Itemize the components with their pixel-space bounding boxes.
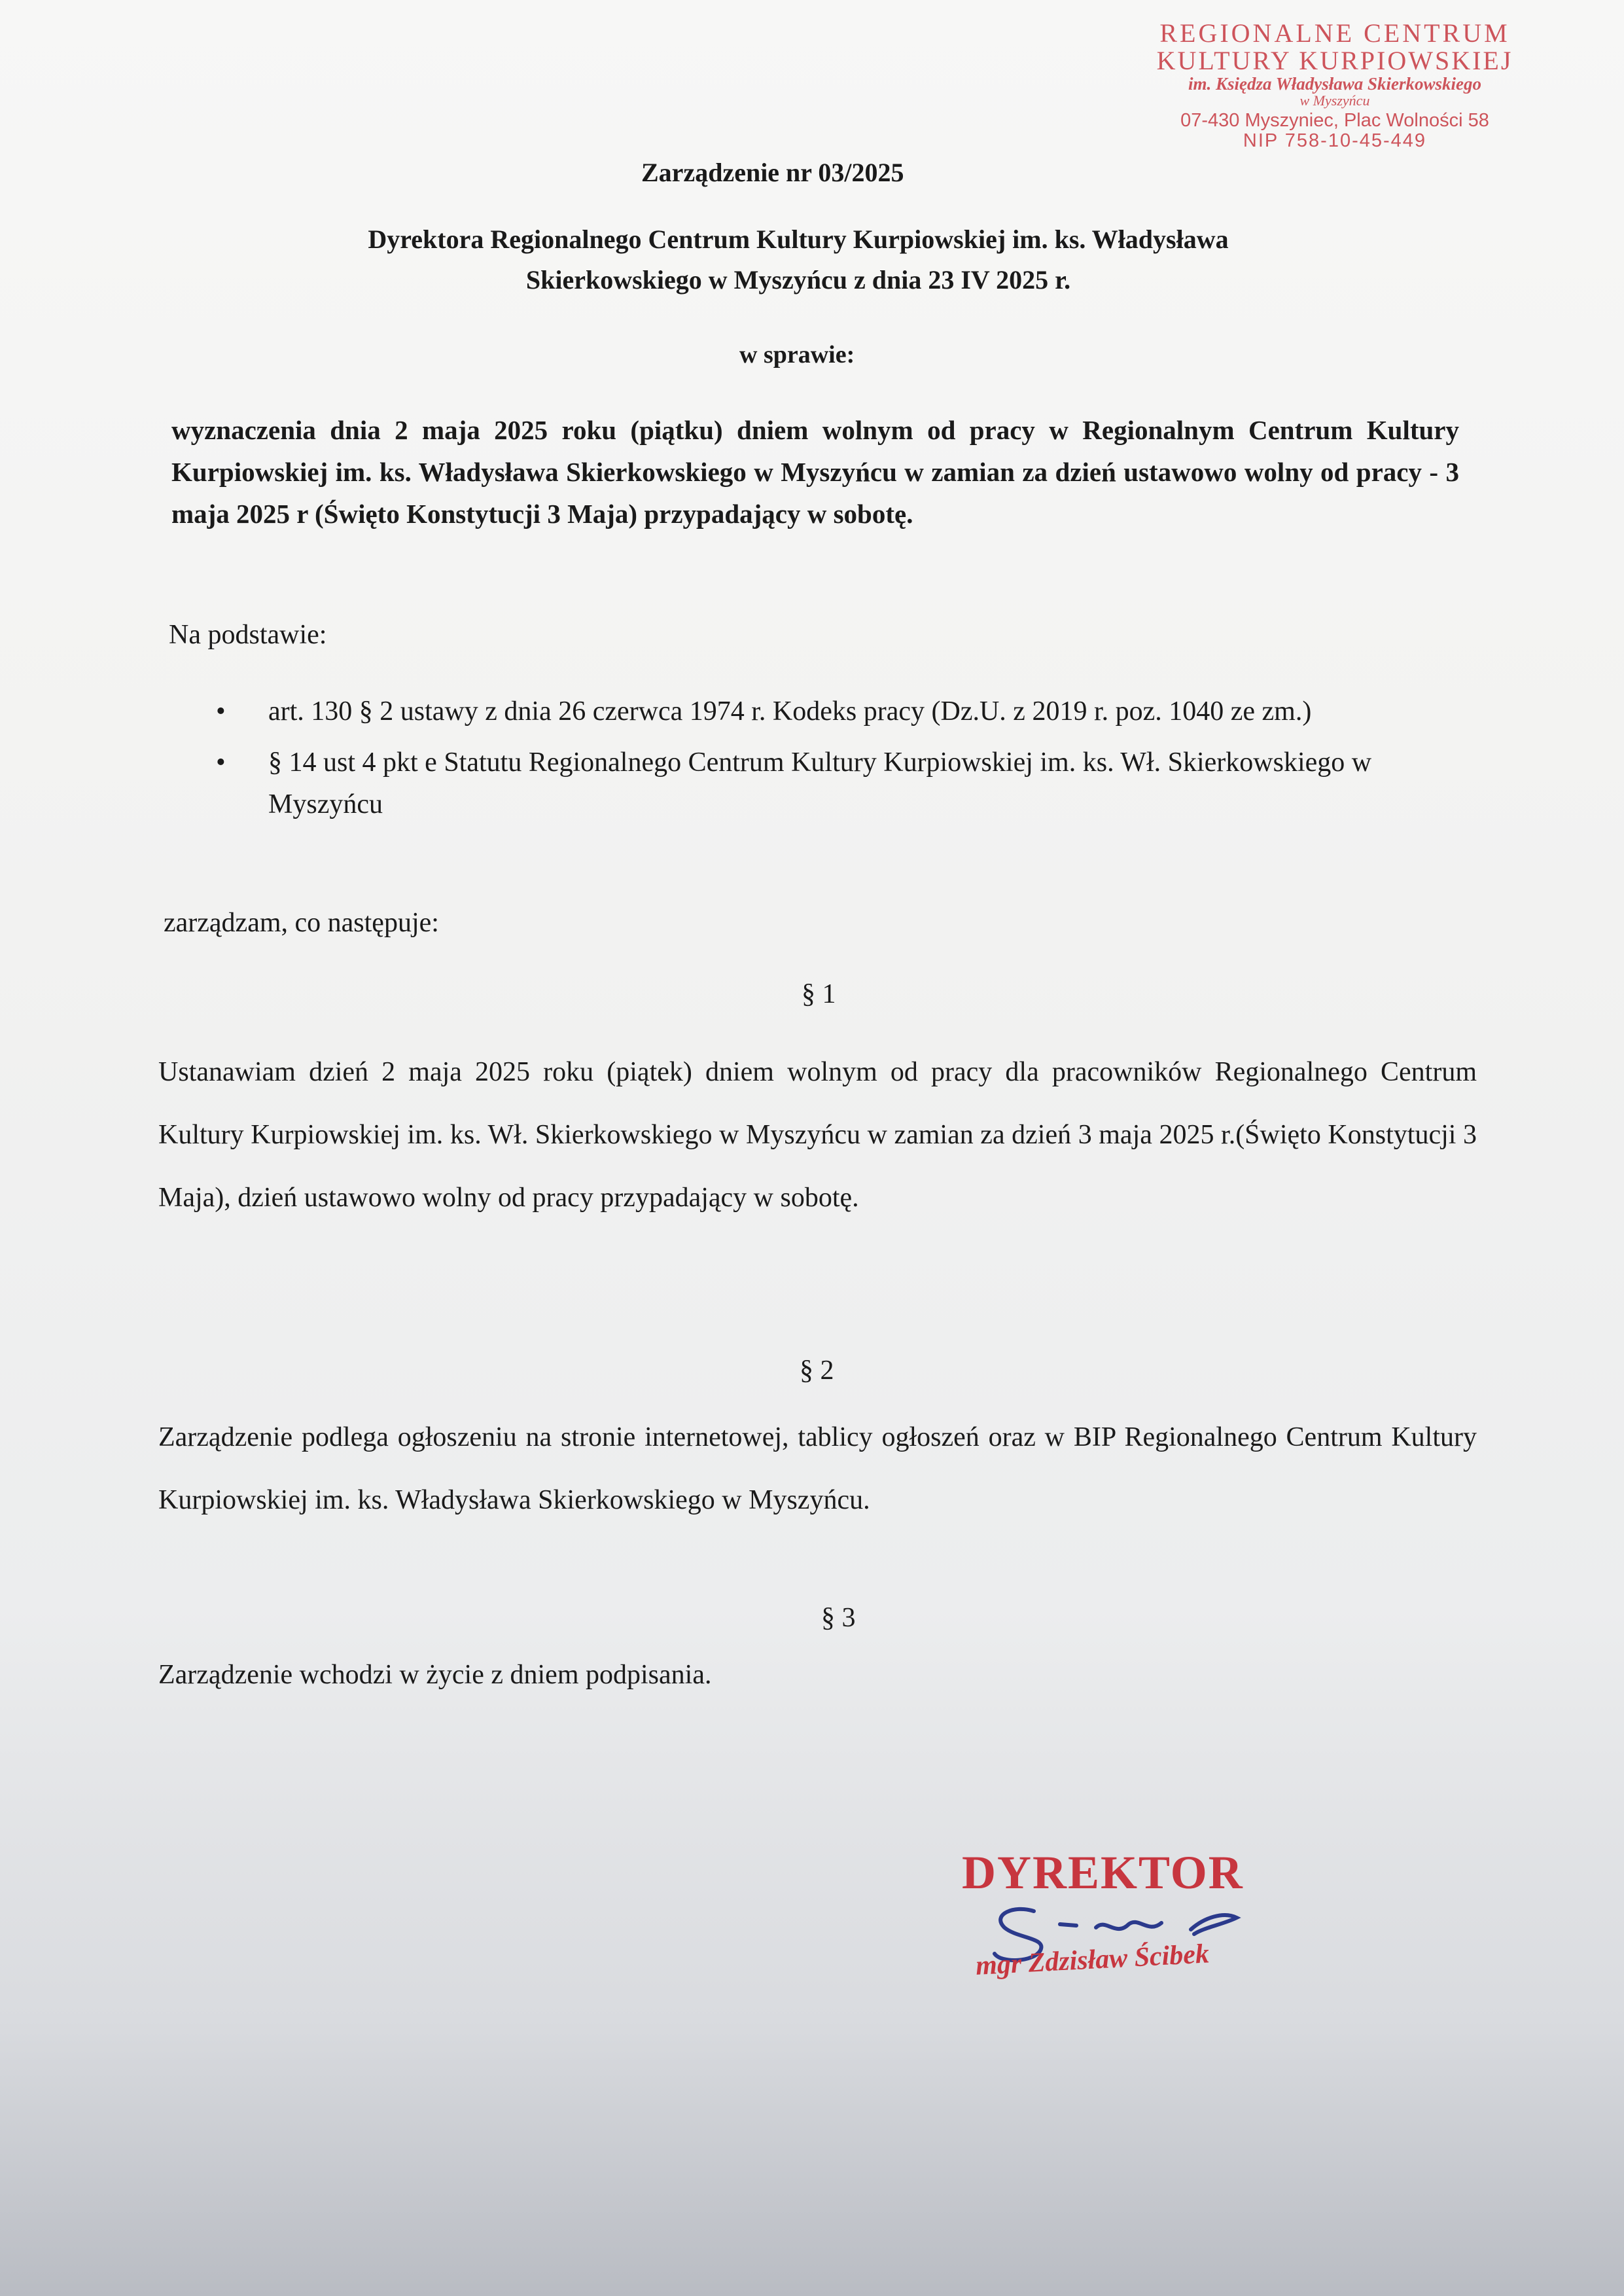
document-title: Zarządzenie nr 03/2025 (641, 158, 904, 187)
document-issuer (170, 219, 1426, 300)
basis-item-text: § 14 ust 4 pkt e Statutu Regionalnego Centrum Kultury Kurpiowskiej im. ks. Wł. Skierkowskiego w Myszyńcu (268, 747, 1372, 819)
bullet-icon: • (216, 696, 226, 726)
list-item (216, 742, 1459, 825)
signature-block (942, 1846, 1309, 2016)
stamp-line: REGIONALNE CENTRUM (1159, 18, 1510, 48)
section-text-2: Zarządzenie podlega ogłoszeniu na stronie internetowej, tablicy ogłoszeń oraz w BIP Regionalnego Centrum Kultury Kurpiowskiej im. ks. Władysława Skierkowskiego w Myszyńcu. (158, 1422, 1477, 1515)
signature-name: mgr Zdzisław Ścibek (975, 1939, 1210, 1981)
section-sign-3: § 3 (821, 1603, 856, 1633)
issuer-line: Dyrektora Regionalnego Centrum Kultury Kurpiowskiej im. ks. Władysława (368, 224, 1229, 254)
issuer-line: Skierkowskiego w Myszyńcu z dnia 23 IV 2025 r. (525, 265, 1071, 295)
document-subject: wyznaczenia dnia 2 maja 2025 roku (piątku) dniem wolnym od pracy w Regionalnym Centrum Kultury Kurpiowskiej im. ks. Władysława Skierkowskiego w Myszyńcu w zamian za dzień ustawowo wolny od pracy - 3 maja 2025 r (Święto Konstytucji 3 Maja) przypadający w sobotę. (171, 415, 1459, 529)
basis-label: Na podstawie: (169, 620, 327, 650)
stamp-nip: NIP 758-10-45-449 (1243, 130, 1427, 151)
list-item (216, 691, 1459, 732)
stamp-line: w Myszyńcu (1299, 92, 1370, 109)
stamp-address: 07-430 Myszyniec, Plac Wolności 58 (1180, 110, 1489, 132)
signature-title: DYREKTOR (962, 1846, 1244, 1899)
stamp-line: KULTURY KURPIOWSKIEJ (1156, 46, 1513, 75)
section-sign-1: § 1 (802, 979, 836, 1009)
institution-stamp (1106, 20, 1564, 151)
bullet-icon: • (216, 747, 226, 778)
section-text-1: Ustanawiam dzień 2 maja 2025 roku (piątek) dniem wolnym od pracy dla pracowników Regionalnego Centrum Kultury Kurpiowskiej im. ks. Wł. Skierkowskiego w Myszyńcu w zamian za dzień 3 maja 2025 r.(Święto Konstytucji 3 Maja), dzień ustawowo wolny od pracy przypadający w sobotę. (158, 1057, 1477, 1213)
subject-label: w sprawie: (739, 341, 855, 368)
basis-list (216, 691, 1459, 834)
section-text-3: Zarządzenie wchodzi w życie z dniem podpisania. (158, 1660, 712, 1690)
section-sign-2: § 2 (800, 1355, 834, 1386)
order-intro: zarządzam, co następuje: (164, 908, 439, 938)
stamp-line: im. Księdza Władysława Skierkowskiego (1188, 74, 1482, 94)
basis-item-text: art. 130 § 2 ustawy z dnia 26 czerwca 1974 r. Kodeks pracy (Dz.U. z 2019 r. poz. 1040 ze zm.) (268, 696, 1312, 726)
